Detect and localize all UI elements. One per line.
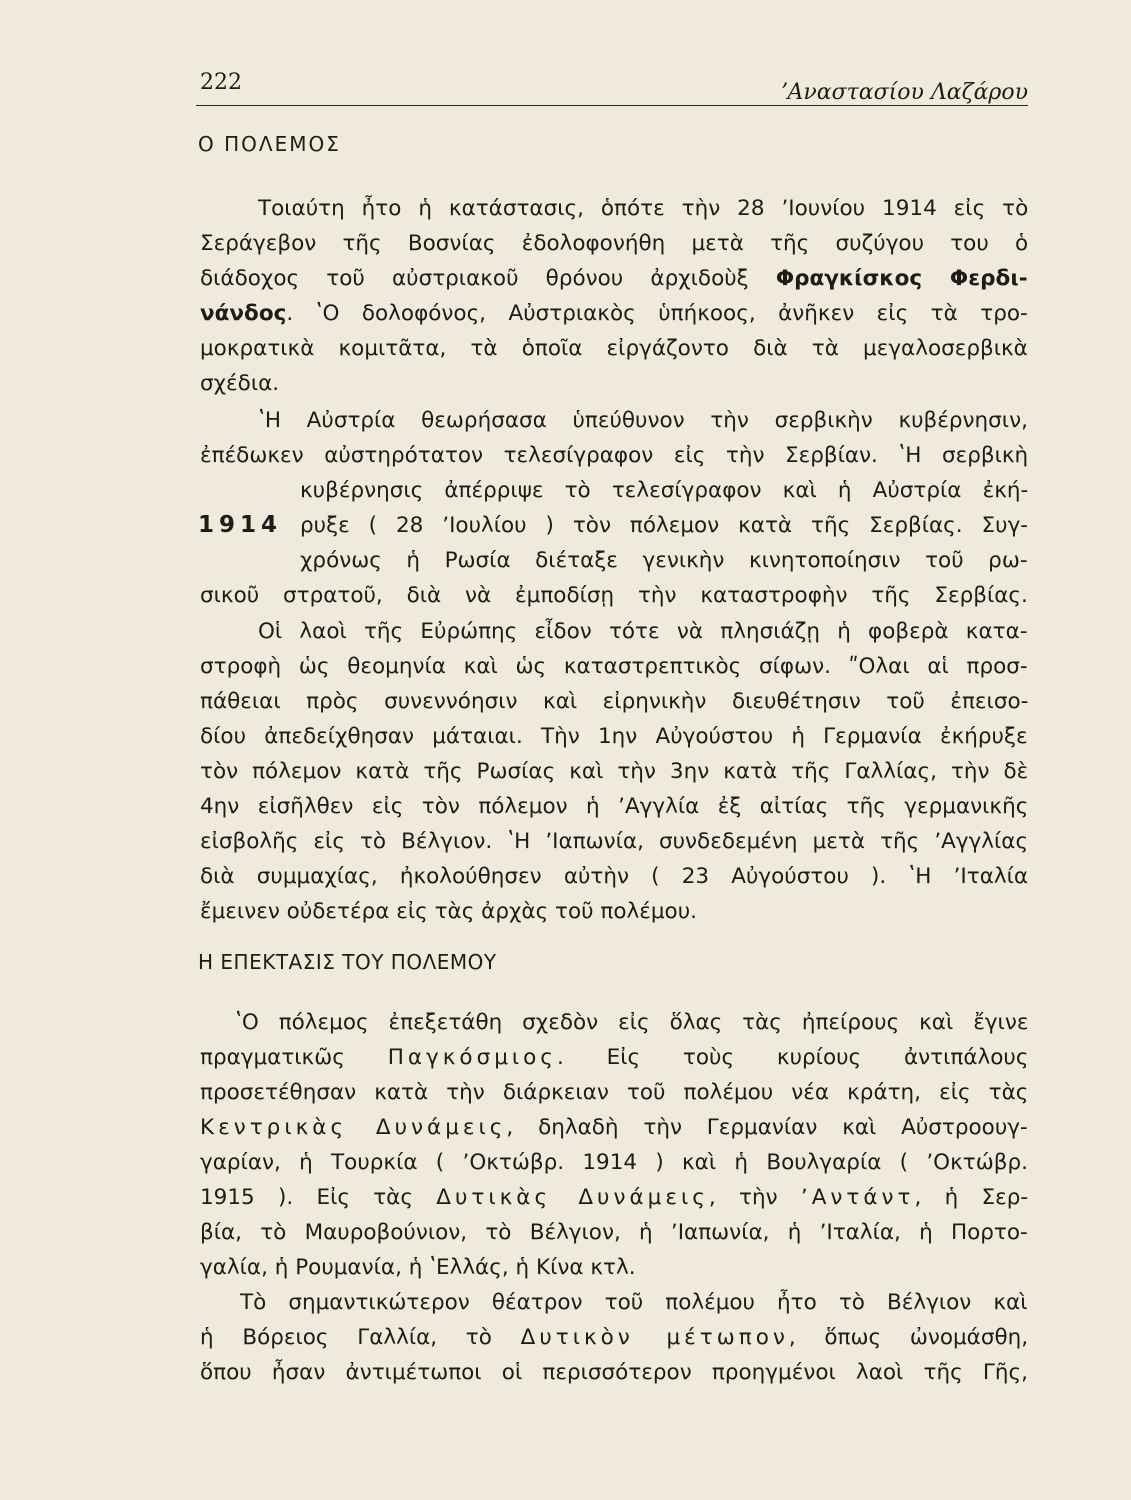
text-line: στροφὴ ὡς θεομηνία καὶ ὡς καταστρεπτικὸς σίφων. ʺΟλαι αἱ προσ-	[200, 654, 1028, 679]
spaced-term: Δυτικὸν μέτωπον	[520, 1325, 789, 1350]
text-line: ἐπέδωκεν αὐστηρότατον τελεσίγραφον εἰς τὴν Σερβίαν. ʽΗ σερβικὴ	[200, 443, 1029, 468]
text-line: Κεντρικὰς Δυνάμεις, δηλαδὴ τὴν Γερμανίαν καὶ Αὐστροουγ-	[200, 1115, 1028, 1140]
section-heading-expansion: Η ΕΠΕΚΤΑΣΙΣ ΤΟΥ ΠΟΛΕΜΟΥ	[198, 950, 497, 974]
text-line: ἔμεινεν οὐδετέρα εἰς τὰς ἀρχὰς τοῦ πολέμου.	[200, 899, 697, 924]
text-line: γαρίαν, ἡ Τουρκία ( ʼΟκτώβρ. 1914 ) καὶ ἡ Βουλγαρία ( ʼΟκτώβρ.	[200, 1150, 1028, 1175]
name-bold: νάνδος	[200, 301, 287, 326]
text-line: 1915 ). Εἰς τὰς Δυτικὰς Δυνάμεις, τὴν ʼΑντάντ, ἡ Σερ-	[200, 1185, 1029, 1210]
text-line: Τὸ σημαντικώτερον θέατρον τοῦ πολέμου ἦτο τὸ Βέλγιον καὶ	[240, 1290, 1028, 1315]
text-line: διάδοχος τοῦ αὐστριακοῦ θρόνου ἀρχιδοὺξ Φραγκίσκος Φερδι-	[200, 266, 1028, 291]
text-line: κυβέρνησις ἀπέρριψε τὸ τελεσίγραφον καὶ ἡ Αὐστρία ἐκή-	[300, 478, 1029, 503]
text-line: ρυξε ( 28 ʼΙουλίου ) τὸν πόλεμον κατὰ τῆς Σερβίας. Συγ-	[300, 513, 1029, 538]
margin-year-note: 1914	[198, 512, 283, 538]
text-line: τὸν πόλεμον κατὰ τῆς Ρωσίας καὶ τὴν 3ην κατὰ τῆς Γαλλίας, τὴν δὲ	[200, 759, 1029, 784]
text-line: Οἱ λαοὶ τῆς Εὐρώπης εἶδον τότε νὰ πλησιάζῃ ἡ φοβερὰ κατα-	[258, 619, 1028, 644]
name-bold: Φραγκίσκος Φερδι-	[775, 266, 1028, 291]
text-line: ἡ Βόρειος Γαλλία, τὸ Δυτικὸν μέτωπον, ὅπως ὠνομάσθη,	[200, 1325, 1029, 1350]
text-line: διὰ συμμαχίας, ἠκολούθησεν αὐτὴν ( 23 Αὐγούστου ). ʽΗ ʼΙταλία	[200, 864, 1029, 889]
text-line: πραγματικῶς Παγκόσμιος. Εἰς τοὺς κυρίους ἀντιπάλους	[200, 1045, 1029, 1070]
text-line: χρόνως ἡ Ρωσία διέταξε γενικὴν κινητοποίησιν τοῦ ρω-	[300, 548, 1028, 573]
text-line: ʽΟ πόλεμος ἐπεξετάθη σχεδὸν εἰς ὅλας τὰς ἠπείρους καὶ ἔγινε	[235, 1010, 1029, 1035]
section-heading-war: Ο ΠΟΛΕΜΟΣ	[198, 132, 341, 156]
spaced-term: Δυτικὰς Δυνάμεις	[436, 1185, 709, 1210]
text-line: σικοῦ στρατοῦ, διὰ νὰ ἐμποδίσῃ τὴν καταστροφὴν τῆς Σερβίας.	[200, 583, 1028, 608]
text-line: σχέδια.	[200, 371, 280, 396]
spaced-term: Παγκόσμιος	[387, 1045, 557, 1070]
text-line: δίου ἀπεδείχθησαν μάταιαι. Τὴν 1ην Αὐγούστου ἡ Γερμανία ἐκήρυξε	[200, 724, 1028, 749]
spaced-term: ʼΑντάντ	[800, 1185, 915, 1210]
text-line: πάθειαι πρὸς συνεννόησιν καὶ εἰρηνικὴν διευθέτησιν τοῦ ἐπεισο-	[200, 689, 1029, 714]
text-line: 4ην εἰσῆλθεν εἰς τὸν πόλεμον ἡ ʼΑγγλία ἐξ αἰτίας τῆς γερμανικῆς	[200, 794, 1029, 819]
spaced-term: Κεντρικὰς Δυνάμεις	[200, 1115, 507, 1140]
text-line: ʽΗ Αὐστρία θεωρήσασα ὑπεύθυνον τὴν σερβικὴν κυβέρνησιν,	[258, 408, 1028, 433]
text-line: προσετέθησαν κατὰ τὴν διάρκειαν τοῦ πολέμου νέα κράτη, εἰς τὰς	[200, 1080, 1029, 1105]
text-line: βία, τὸ Μαυροβούνιον, τὸ Βέλγιον, ἡ ʼΙαπωνία, ἡ ʼΙταλία, ἡ Πορτο-	[200, 1220, 1028, 1245]
header-rule	[196, 105, 1028, 106]
text-line: Τοιαύτη ἦτο ἡ κατάστασις, ὁπότε τὴν 28 ʼΙουνίου 1914 εἰς τὸ	[258, 196, 1029, 221]
running-head: ʼΑναστασίου Λαζάρου	[780, 80, 1028, 105]
text-line: νάνδος. ʽΟ δολοφόνος, Αὐστριακὸς ὑπήκοος, ἀνῆκεν εἰς τὰ τρο-	[200, 301, 1028, 326]
page-number: 222	[200, 70, 242, 95]
text-line: Σεράγεβον τῆς Βοσνίας ἐδολοφονήθη μετὰ τῆς συζύγου του ὁ	[200, 231, 1029, 256]
text-line: μοκρατικὰ κομιτᾶτα, τὰ ὁποῖα εἰργάζοντο διὰ τὰ μεγαλοσερβικὰ	[200, 336, 1028, 361]
text-line: γαλία, ἡ Ρουμανία, ἡ ʽΕλλάς, ἡ Κίνα κτλ.	[200, 1255, 636, 1280]
text-line: ὅπου ἦσαν ἀντιμέτωποι οἱ περισσότερον προηγμένοι λαοὶ τῆς Γῆς,	[200, 1360, 1028, 1385]
text-line: εἰσβολῆς εἰς τὸ Βέλγιον. ʽΗ ʼΙαπωνία, συνδεδεμένη μετὰ τῆς ʼΑγγλίας	[200, 829, 1029, 854]
